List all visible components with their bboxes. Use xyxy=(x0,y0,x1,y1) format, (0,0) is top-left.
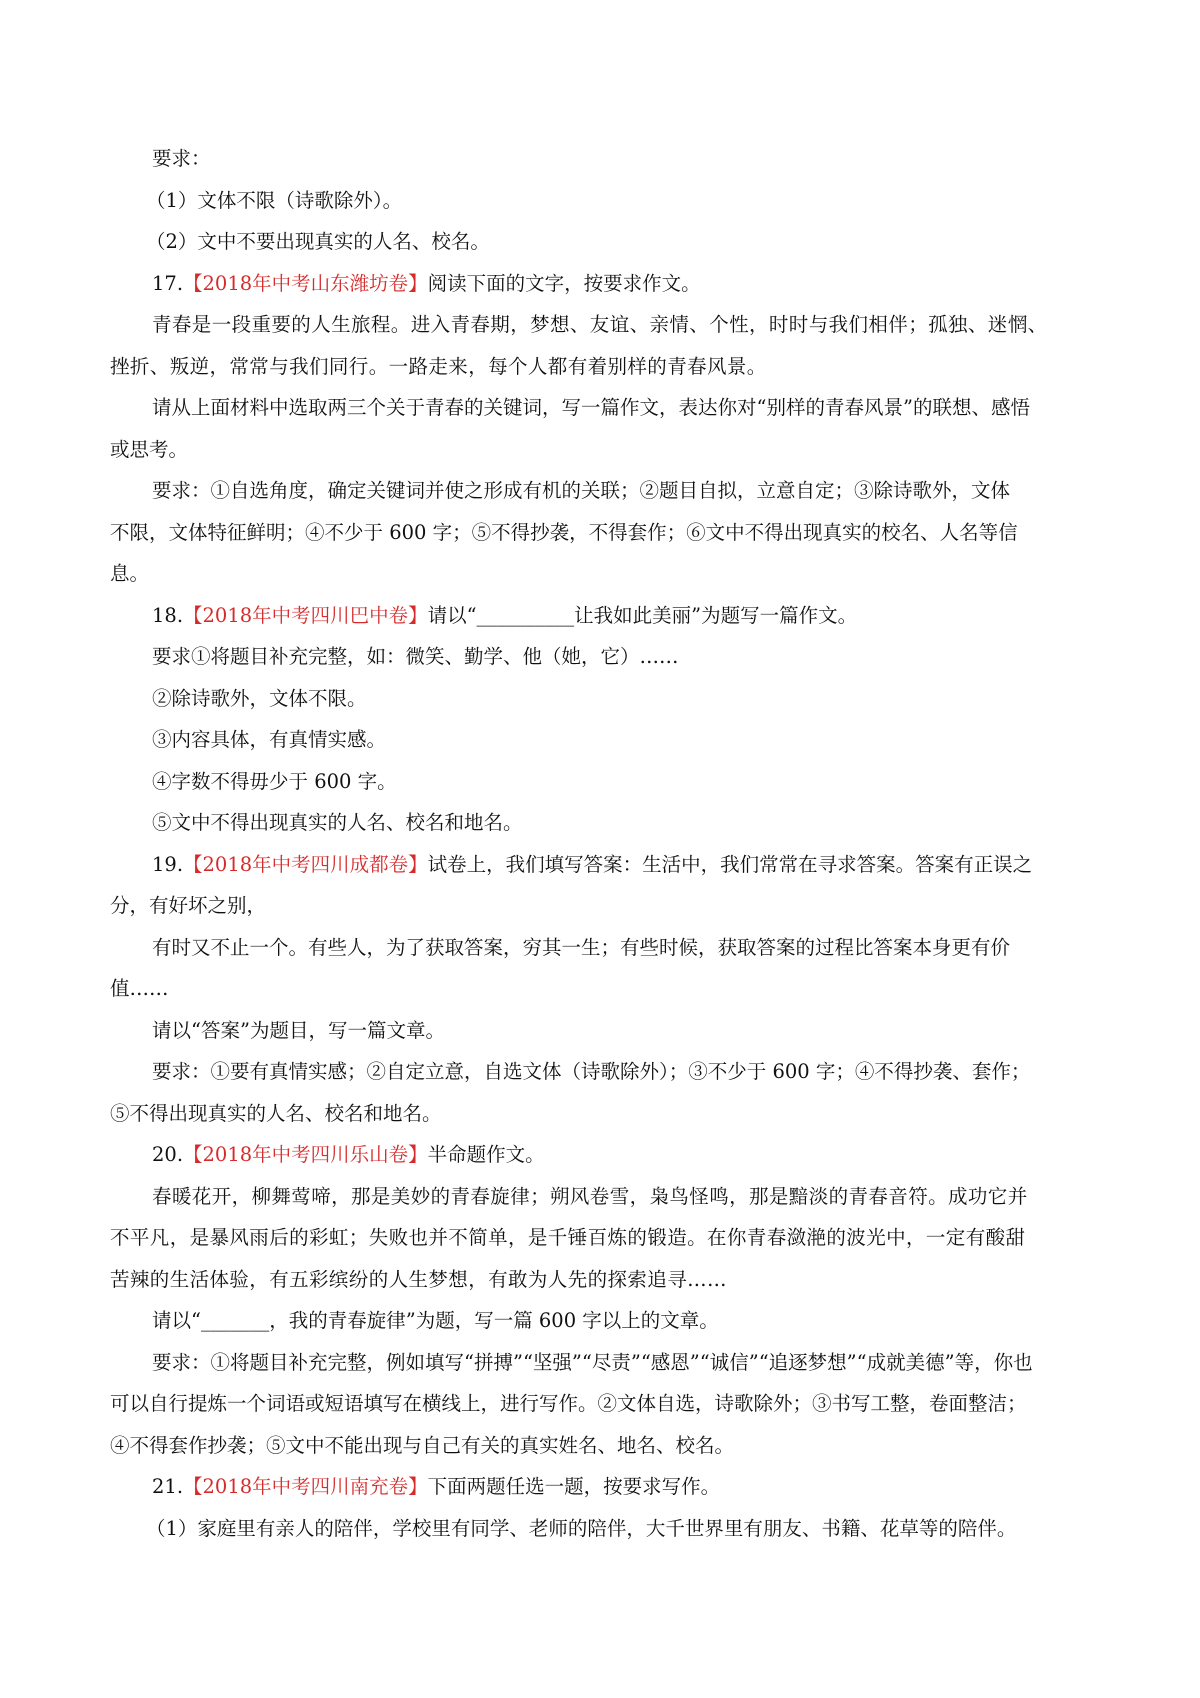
text-line xyxy=(110,802,1090,844)
line-text: 要求：①要有真情实感；②自定立意，自选文体（诗歌除外）；③不少于 600 字；④不得抄袭、套作； xyxy=(152,1060,1031,1083)
question-number: 21. xyxy=(152,1475,184,1498)
line-text: 挫折、叛逆，常常与我们同行。一路走来，每个人都有着别样的青春风景。 xyxy=(110,354,767,378)
line-text: 或思考。 xyxy=(110,437,189,461)
text-line xyxy=(110,553,1090,595)
exam-source-label: 【2018年中考四川南充卷】 xyxy=(183,1475,428,1498)
text-line xyxy=(110,1383,1090,1425)
line-text: 不平凡，是暴风雨后的彩虹；失败也并不简单，是千锤百炼的锻造。在你青春潋滟的波光中，一定有酸甜 xyxy=(110,1226,1026,1249)
document-body xyxy=(110,138,1090,1549)
line-text: 试卷上，我们填写答案：生活中，我们常常在寻求答案。答案有正误之 xyxy=(427,852,1033,876)
text-line xyxy=(110,1093,1090,1135)
line-text: （2）文中不要出现真实的人名、校名。 xyxy=(146,230,490,253)
text-line xyxy=(110,1217,1090,1259)
line-text: ⑤不得出现真实的人名、校名和地名。 xyxy=(110,1101,442,1125)
exam-source-label: 【2018年中考山东潍坊卷】 xyxy=(183,271,428,295)
text-line xyxy=(110,927,1090,969)
line-text: 苦辣的生活体验，有五彩缤纷的人生梦想，有敢为人先的探索追寻…… xyxy=(110,1267,727,1291)
line-text: 请从上面材料中选取两三个关于青春的关键词，写一篇作文，表达你对“别样的青春风景”的联想、感悟 xyxy=(152,396,1030,419)
question-number: 18. xyxy=(152,603,184,627)
line-text: ④字数不得毋少于 600 字。 xyxy=(152,769,397,793)
line-text: 春暖花开，柳舞莺啼，那是美妙的青春旋律；朔风卷雪，枭鸟怪鸣，那是黯淡的青春音符。成功它并 xyxy=(152,1184,1028,1208)
text-line xyxy=(110,636,1090,678)
line-text: （1）文体不限（诗歌除外）。 xyxy=(146,188,403,212)
question-heading xyxy=(110,1134,1090,1176)
line-text: 要求①将题目补充完整，如：微笑、勤学、他（她，它）…… xyxy=(152,645,679,668)
text-line xyxy=(110,678,1090,720)
line-text: 青春是一段重要的人生旅程。进入青春期，梦想、友谊、亲情、个性，时时与我们相伴；孤独、迷惘、 xyxy=(152,313,1048,336)
question-number: 20. xyxy=(152,1143,184,1166)
text-line xyxy=(110,304,1090,346)
text-line xyxy=(110,1300,1090,1342)
exam-source-label: 【2018年中考四川巴中卷】 xyxy=(183,603,428,627)
line-text: 请以“答案”为题目，写一篇文章。 xyxy=(152,1018,445,1042)
question-heading xyxy=(110,263,1090,305)
text-line xyxy=(110,1259,1090,1301)
text-line xyxy=(110,180,1090,222)
text-line xyxy=(110,512,1090,554)
line-text: 可以自行提炼一个词语或短语填写在横线上，进行写作。②文体自选，诗歌除外；③书写工整，卷面整洁； xyxy=(110,1392,1027,1415)
text-line xyxy=(110,1425,1090,1467)
line-text: 半命题作文。 xyxy=(427,1143,545,1166)
text-line xyxy=(110,968,1090,1010)
text-line xyxy=(110,885,1090,927)
question-number: 19. xyxy=(152,852,184,876)
text-line xyxy=(110,1176,1090,1218)
exam-source-label: 【2018年中考四川乐山卷】 xyxy=(183,1143,428,1166)
text-line xyxy=(110,719,1090,761)
line-text: （1）家庭里有亲人的陪伴，学校里有同学、老师的陪伴，大千世界里有朋友、书籍、花草等的陪伴。 xyxy=(146,1516,1017,1540)
text-line xyxy=(110,138,1090,180)
line-text: 请以“__________让我如此美丽”为题写一篇作文。 xyxy=(427,603,858,627)
line-text: ③内容具体，有真情实感。 xyxy=(152,728,387,751)
text-line xyxy=(110,221,1090,263)
text-line xyxy=(110,387,1090,429)
question-heading xyxy=(110,1466,1090,1508)
line-text: ②除诗歌外，文体不限。 xyxy=(152,686,367,710)
text-line xyxy=(110,761,1090,803)
line-text: 要求：①自选角度，确定关键词并使之形成有机的关联；②题目自拟，立意自定；③除诗歌外，文体 xyxy=(152,479,1011,502)
line-text: 阅读下面的文字，按要求作文。 xyxy=(427,271,701,295)
line-text: 要求：①将题目补充完整，例如填写“拼搏”“坚强”“尽责”“感恩”“诚信”“追逐梦想”“成就美德”等，你也 xyxy=(152,1350,1033,1374)
text-line xyxy=(110,1342,1090,1384)
line-text: 不限，文体特征鲜明；④不少于 600 字；⑤不得抄袭，不得套作；⑥文中不得出现真实的校名、人名等信 xyxy=(110,520,1018,544)
text-line xyxy=(110,1051,1090,1093)
line-text: 下面两题任选一题，按要求写作。 xyxy=(427,1475,721,1498)
text-line xyxy=(110,429,1090,471)
line-text: 值…… xyxy=(110,977,169,1000)
exam-source-label: 【2018年中考四川成都卷】 xyxy=(183,852,428,876)
text-line xyxy=(110,1508,1090,1550)
text-line xyxy=(110,470,1090,512)
question-number: 17. xyxy=(152,271,184,295)
line-text: 有时又不止一个。有些人，为了获取答案，穷其一生；有些时候，获取答案的过程比答案本身更有价 xyxy=(152,935,1011,959)
question-heading xyxy=(110,595,1090,637)
question-heading xyxy=(110,844,1090,886)
text-line xyxy=(110,1010,1090,1052)
line-text: 息。 xyxy=(110,562,150,585)
line-text: 要求： xyxy=(152,147,211,170)
line-text: ⑤文中不得出现真实的人名、校名和地名。 xyxy=(152,811,523,834)
line-text: 请以“_______，我的青春旋律”为题，写一篇 600 字以上的文章。 xyxy=(152,1309,719,1332)
line-text: 分，有好坏之别， xyxy=(110,894,267,917)
line-text: ④不得套作抄袭；⑤文中不能出现与自己有关的真实姓名、地名、校名。 xyxy=(110,1433,735,1457)
text-line xyxy=(110,346,1090,388)
